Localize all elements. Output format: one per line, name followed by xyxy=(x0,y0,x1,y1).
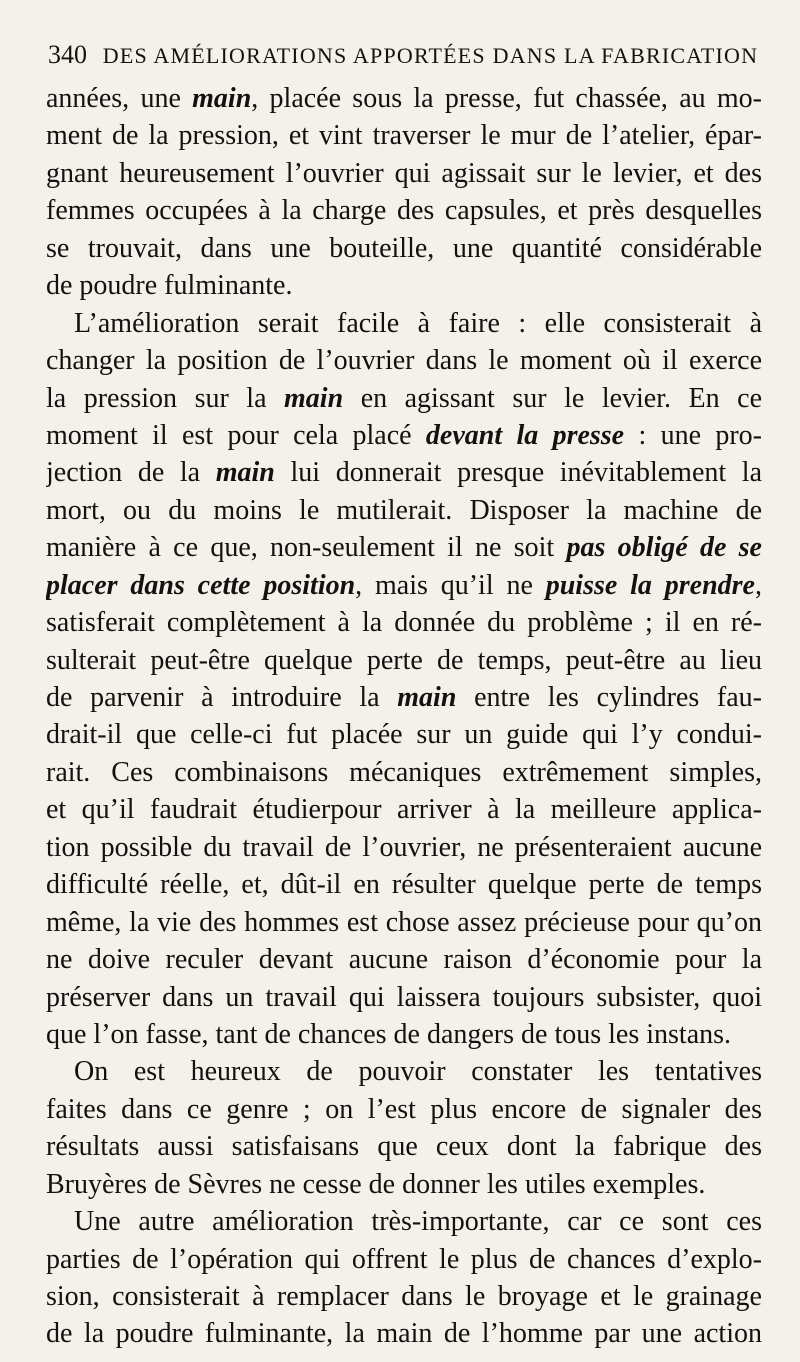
italic-text: placer dans cette position xyxy=(46,569,356,601)
text-line xyxy=(46,230,762,267)
text-line xyxy=(46,866,762,903)
text-span: ment de la pression, et vint traverser le mur de l’atelier, épar- xyxy=(46,120,762,152)
text-span: préserver dans un travail qui laissera toujours subsister, quoi xyxy=(46,981,762,1013)
text-span: jection de la xyxy=(46,457,216,489)
text-span: , xyxy=(755,569,762,601)
text-span: parties de l’opération qui offrent le plus de chances d’explo- xyxy=(46,1243,762,1275)
text-line xyxy=(46,1278,762,1315)
text-span: années, une xyxy=(46,83,193,114)
text-line xyxy=(46,604,762,641)
text-span: On est heureux de pouvoir constater les tentatives xyxy=(74,1056,762,1088)
text-span: ne doive reculer devant aucune raison d’économie pour la xyxy=(46,944,762,976)
text-span: , placée sous la presse, fut chassée, au mo- xyxy=(251,83,762,114)
text-line xyxy=(46,679,762,716)
text-span: gnant heureusement l’ouvrier qui agissait sur le levier, et des xyxy=(46,157,762,189)
text-span: rait. Ces combinaisons mécaniques extrêmement simples, xyxy=(46,756,762,788)
text-span: mort, ou du moins le mutilerait. Disposer la machine de xyxy=(46,494,762,526)
text-line xyxy=(46,1166,762,1203)
text-span: lui donnerait presque inévitablement la xyxy=(274,457,762,489)
text-span: Bruyères de Sèvres ne cesse de donner les utiles exemples. xyxy=(46,1168,706,1200)
text-span: de poudre fulminante. xyxy=(46,270,293,302)
text-span: difficulté réelle, et, dût-il en résulter quelque perte de temps xyxy=(46,869,762,901)
italic-text: pas obligé de se xyxy=(566,532,762,564)
text-span: de la poudre fulminante, la main de l’homme par une action xyxy=(46,1318,762,1350)
text-line xyxy=(46,979,762,1016)
running-head-title: DES AMÉLIORATIONS APPORTÉES DANS LA FABRICATION xyxy=(102,43,759,68)
text-line xyxy=(46,716,762,753)
text-span: L’amélioration serait facile à faire : elle consisterait à xyxy=(74,307,762,339)
italic-text: main xyxy=(397,682,457,713)
text-span: en agissant sur le levier. En ce xyxy=(343,382,762,414)
text-line xyxy=(46,155,762,192)
text-line xyxy=(46,492,762,529)
text-span: sulterait peut-être quelque perte de temps, peut-être au lieu xyxy=(46,644,762,676)
text-line xyxy=(46,1315,762,1352)
text-line xyxy=(46,80,762,117)
text-span: que l’on fasse, tant de chances de dangers de tous les instans. xyxy=(46,1018,732,1050)
text-line xyxy=(46,567,762,604)
text-line xyxy=(46,904,762,941)
text-line xyxy=(46,1016,762,1053)
text-line xyxy=(46,1128,762,1165)
text-line xyxy=(46,342,762,379)
text-span: sion, consisterait à remplacer dans le broyage et le grainage xyxy=(46,1281,762,1312)
text-line xyxy=(46,117,762,154)
text-span: : une pro- xyxy=(624,419,762,451)
text-line xyxy=(46,417,762,454)
text-line xyxy=(46,1241,762,1278)
text-span: moment il est pour cela placé xyxy=(46,419,426,451)
italic-text: main xyxy=(215,457,275,489)
text-span: femmes occupées à la charge des capsules, et près desquelles xyxy=(46,195,762,227)
text-span: tion possible du travail de l’ouvrier, ne présenteraient aucune xyxy=(46,831,762,863)
text-span: se trouvait, dans une bouteille, une quantité considérable xyxy=(46,232,762,264)
text-span: et qu’il faudrait étudierpour arriver à la meilleure applica- xyxy=(46,794,762,826)
text-span: , mais qu’il ne xyxy=(355,569,546,601)
italic-text: main xyxy=(284,382,344,414)
text-line xyxy=(46,829,762,866)
text-line xyxy=(46,754,762,791)
text-line xyxy=(46,791,762,828)
text-span: la pression sur la xyxy=(46,382,285,414)
text-line xyxy=(46,305,762,342)
text-span: même, la vie des hommes est chose assez précieuse pour qu’on xyxy=(46,906,762,938)
page-number: 340 xyxy=(48,40,87,69)
italic-text: main xyxy=(192,83,252,114)
text-span: manière à ce que, non-seulement il ne soit xyxy=(46,532,567,564)
text-line xyxy=(46,529,762,566)
italic-text: puisse la prendre xyxy=(545,569,755,601)
text-line xyxy=(46,380,762,417)
text-span: Une autre amélioration très-importante, car ce sont ces xyxy=(74,1206,762,1238)
text-span: changer la position de l’ouvrier dans le moment où il exerce xyxy=(46,345,762,377)
text-span: entre les cylindres fau- xyxy=(456,682,762,713)
italic-text: devant la presse xyxy=(425,419,625,451)
text-span: drait-il que celle-ci fut placée sur un guide qui l’y condui- xyxy=(46,719,762,751)
text-line xyxy=(46,642,762,679)
text-span: faites dans ce genre ; on l’est plus encore de signaler des xyxy=(46,1093,762,1125)
text-span: résultats aussi satisfaisans que ceux dont la fabrique des xyxy=(46,1131,762,1163)
text-line xyxy=(46,267,762,304)
text-span: satisferait complètement à la donnée du problème ; il en ré- xyxy=(46,607,762,639)
text-span: de parvenir à introduire la xyxy=(46,682,398,713)
text-line xyxy=(46,941,762,978)
text-line xyxy=(46,1203,762,1240)
body-text xyxy=(46,80,762,1353)
text-line xyxy=(46,1091,762,1128)
text-line xyxy=(46,1053,762,1090)
running-head xyxy=(48,40,762,70)
text-line xyxy=(46,454,762,491)
text-line xyxy=(46,192,762,229)
